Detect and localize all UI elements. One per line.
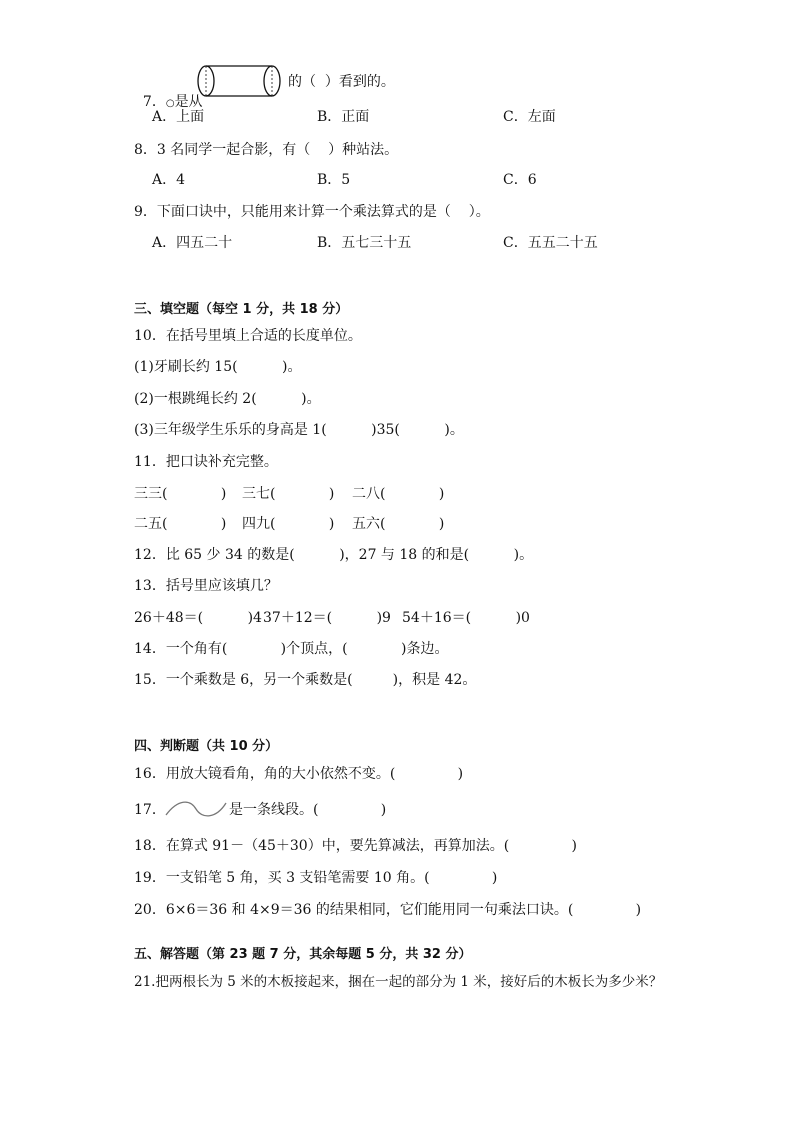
q11-row2-item1: 二五( ) — [134, 516, 227, 532]
q11-row1-item2: 三七( ) — [242, 486, 335, 502]
q14-text: 14．一个角有( )个顶点，( )条边。 — [134, 641, 449, 657]
q11-row1-item1: 三三( ) — [134, 486, 227, 502]
wavy-line-figure — [164, 797, 228, 821]
q19-text: 19．一支铅笔 5 角，买 3 支铅笔需要 10 角。( ) — [134, 870, 498, 886]
q20-text: 20．6×6＝36 和 4×9＝36 的结果相同，它们能用同一句乘法口诀。( ) — [134, 902, 642, 918]
q13-item2: 37＋12＝( )9 — [263, 610, 391, 626]
q17-number: 17． — [134, 802, 166, 818]
q11-row2-item2: 四九( ) — [242, 516, 335, 532]
q7-suffix: 的（ ）看到的。 — [288, 74, 395, 90]
q13-text: 13．括号里应该填几？ — [134, 578, 278, 594]
q7-option-a: A．上面 — [152, 109, 205, 125]
q7-option-b: B．正面 — [317, 109, 370, 125]
section4-title: 四、判断题（共 10 分） — [134, 739, 279, 754]
q9-option-b: B．五七三十五 — [317, 235, 412, 251]
q18-text: 18．在算式 91－（45＋30）中，要先算减法，再算加法。( ) — [134, 838, 577, 854]
q13-item3: 54＋16＝( )0 — [402, 610, 530, 626]
section5-title: 五、解答题（第 23 题 7 分，其余每题 5 分，共 32 分） — [134, 947, 472, 962]
q8-text: 8．3 名同学一起合影，有（ ）种站法。 — [134, 142, 399, 158]
q16-text: 16．用放大镜看角，角的大小依然不变。( ) — [134, 766, 464, 782]
q7-number: 7． — [142, 94, 166, 110]
q11-text: 11．把口诀补充完整。 — [134, 454, 278, 470]
q21-text: 21.把两根长为 5 米的木板接起来，捆在一起的部分为 1 米，接好后的木板长为多少米？ — [134, 974, 663, 990]
q10-2: (2)一根跳绳长约 2( )。 — [134, 391, 321, 407]
q8-option-b: B．5 — [317, 172, 351, 188]
q9-option-a: A．四五二十 — [152, 235, 233, 251]
q10-1: (1)牙刷长约 15( )。 — [134, 359, 302, 375]
q9-option-c: C．五五二十五 — [503, 235, 598, 251]
q10-text: 10．在括号里填上合适的长度单位。 — [134, 328, 362, 344]
q10-3: (3)三年级学生乐乐的身高是 1( )35( )。 — [134, 422, 464, 438]
section3-title: 三、填空题（每空 1 分，共 18 分） — [134, 302, 349, 317]
q12-text: 12．比 65 少 34 的数是( )，27 与 18 的和是( )。 — [134, 547, 534, 563]
q11-row2-item3: 五六( ) — [352, 516, 445, 532]
q11-row1-item3: 二八( ) — [352, 486, 445, 502]
q7-option-c: C．左面 — [503, 109, 556, 125]
q9-text: 9．下面口诀中，只能用来计算一个乘法算式的是（ ）。 — [134, 204, 490, 220]
q13-item1: 26＋48＝( )4 — [134, 610, 262, 626]
cylinder-figure — [196, 64, 284, 98]
q15-text: 15．一个乘数是 6，另一个乘数是( )，积是 42。 — [134, 672, 477, 688]
q17-text: 是一条线段。( ) — [229, 802, 387, 818]
q8-option-a: A．4 — [152, 172, 186, 188]
q7-mid: 是从 — [174, 94, 203, 110]
q8-option-c: C．6 — [503, 172, 537, 188]
q7-dot: ○ — [165, 98, 175, 109]
